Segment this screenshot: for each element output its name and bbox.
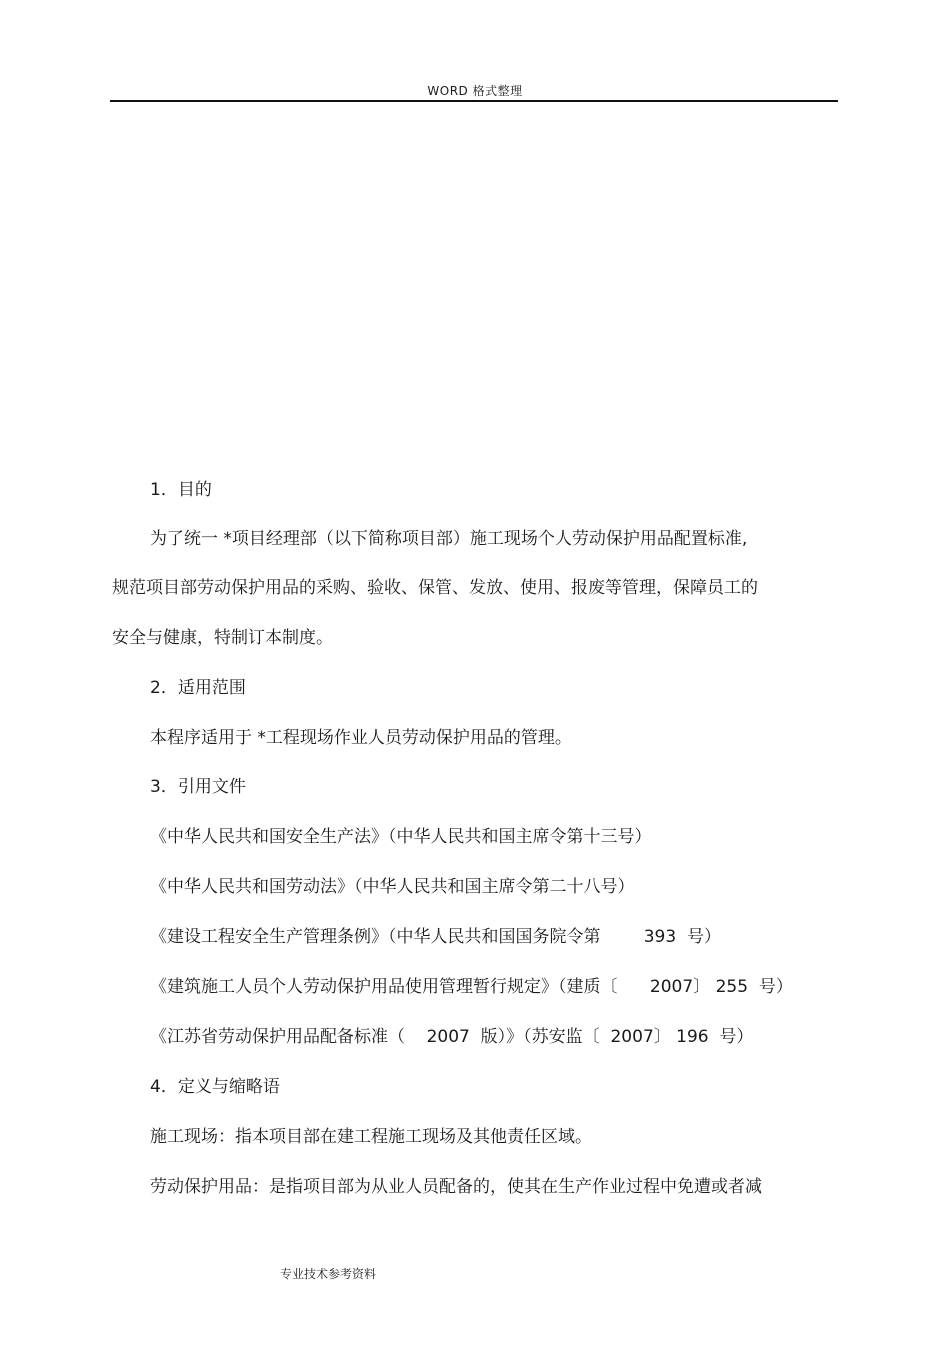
section-1-heading: 1．目的: [150, 480, 212, 500]
section-1-paragraph-line-3: 安全与健康，特制订本制度。: [112, 628, 333, 648]
reference-item: 《江苏省劳动保护用品配备标准（ 2007 版）》（苏安监〔 2007〕 196 号）: [150, 1027, 754, 1047]
header-divider: [110, 100, 838, 102]
section-3-heading: 3．引用文件: [150, 777, 246, 797]
section-2-heading: 2．适用范围: [150, 678, 246, 698]
definition-ppe: 劳动保护用品：是指项目部为从业人员配备的，使其在生产作业过程中免遭或者减: [150, 1177, 762, 1197]
section-2-paragraph: 本程序适用于 *工程现场作业人员劳动保护用品的管理。: [150, 728, 572, 748]
reference-item: 《中华人民共和国劳动法》（中华人民共和国主席令第二十八号）: [150, 877, 635, 897]
definition-site: 施工现场：指本项目部在建工程施工现场及其他责任区域。: [150, 1127, 592, 1147]
section-1-paragraph-line-1: 为了统一 *项目经理部（以下简称项目部）施工现场个人劳动保护用品配置标准,: [150, 529, 748, 549]
reference-item: 《建设工程安全生产管理条例》（中华人民共和国国务院令第 393 号）: [150, 927, 721, 947]
page-footer-text: 专业技术参考资料: [280, 1267, 377, 1281]
page-header-title: WORD 格式整理: [427, 84, 523, 98]
section-1-paragraph-line-2: 规范项目部劳动保护用品的采购、验收、保管、发放、使用、报废等管理，保障员工的: [112, 578, 758, 598]
reference-item: 《中华人民共和国安全生产法》（中华人民共和国主席令第十三号）: [150, 827, 652, 847]
section-4-heading: 4．定义与缩略语: [150, 1077, 280, 1097]
reference-item: 《建筑施工人员个人劳动保护用品使用管理暂行规定》（建质〔 2007〕 255 号）: [150, 977, 793, 997]
